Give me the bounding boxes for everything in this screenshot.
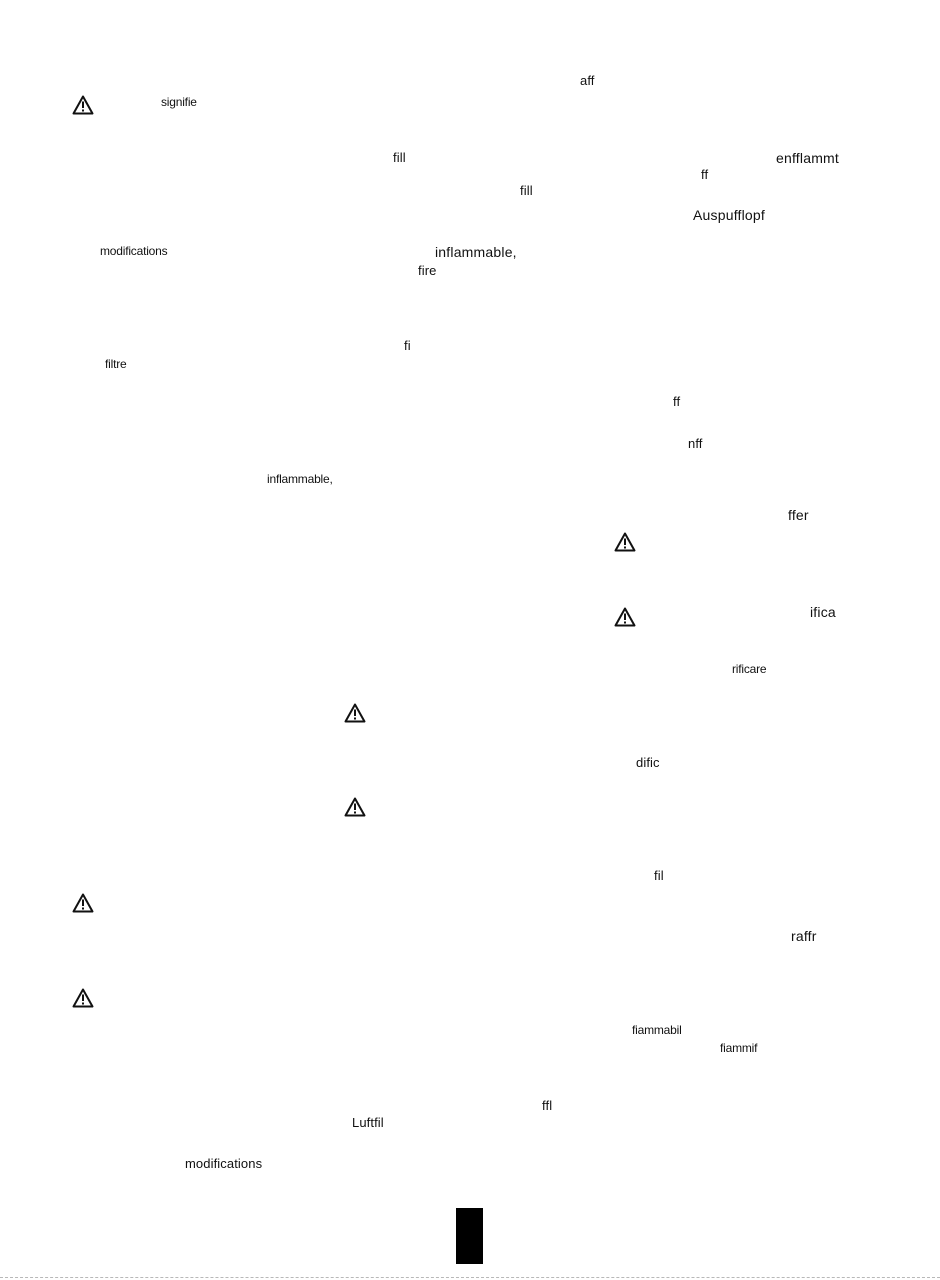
text-fragment: dific	[636, 755, 660, 770]
text-fragment: ffer	[788, 507, 809, 523]
text-fragment: filtre	[105, 357, 127, 371]
text-fragment: fill	[520, 183, 533, 198]
text-fragment: fi	[404, 338, 411, 353]
text-fragment: inflammable,	[267, 472, 333, 486]
text-fragment: fill	[393, 150, 406, 165]
text-fragment: ifica	[810, 604, 836, 620]
text-fragment: ff	[701, 167, 709, 182]
text-fragment: nff	[688, 436, 703, 451]
warning-triangle-icon	[72, 988, 94, 1008]
text-fragment: inflammable,	[435, 244, 517, 260]
text-fragment: fiammabil	[632, 1023, 682, 1037]
text-fragment: signifie	[161, 95, 197, 109]
text-fragment: aff	[580, 73, 595, 88]
warning-triangle-icon	[344, 797, 366, 817]
warning-triangle-icon	[614, 532, 636, 552]
text-fragment: ff	[673, 394, 681, 409]
warning-triangle-icon	[614, 607, 636, 627]
text-fragment: fiammif	[720, 1041, 758, 1055]
warning-triangle-icon	[72, 893, 94, 913]
text-fragment: rificare	[732, 662, 767, 676]
page-number-tab	[456, 1208, 483, 1264]
text-fragment: raffr	[791, 928, 817, 944]
text-fragment: enfflammt	[776, 150, 840, 166]
text-fragment: Luftfil	[352, 1115, 384, 1130]
text-fragment: fire	[418, 263, 437, 278]
text-fragment: Auspufflopf	[693, 207, 765, 223]
text-fragment: ffl	[542, 1098, 553, 1113]
text-fragment: fil	[654, 868, 664, 883]
warning-triangle-icon	[72, 95, 94, 115]
text-fragment: modifications	[185, 1156, 263, 1171]
text-fragment: modifications	[100, 244, 168, 258]
bottom-dotted-line	[0, 1277, 940, 1278]
warning-triangle-icon	[344, 703, 366, 723]
